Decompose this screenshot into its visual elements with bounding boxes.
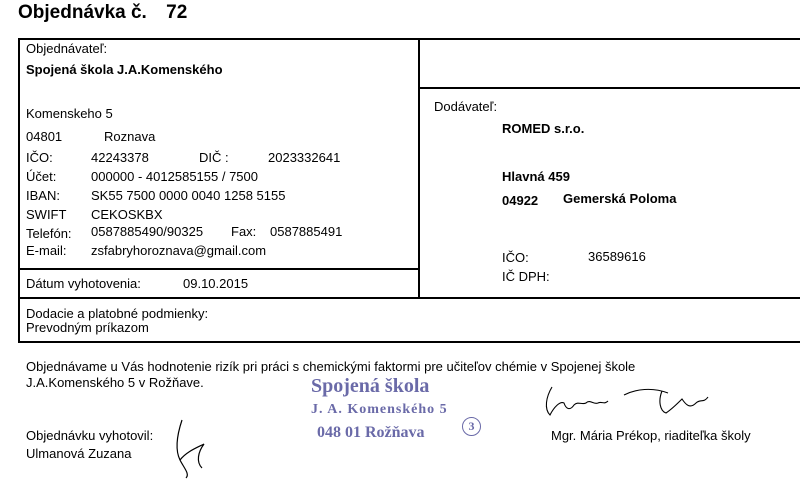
supplier-label: Dodávateľ: bbox=[434, 99, 498, 114]
supplier-ico-label: IČO: bbox=[502, 250, 529, 265]
buyer-ico-label: IČO: bbox=[26, 150, 53, 165]
title-text: Objednávka č. bbox=[18, 2, 147, 23]
buyer-dic: 2023332641 bbox=[268, 150, 341, 165]
date-value: 09.10.2015 bbox=[183, 276, 249, 291]
order-text-line2: J.A.Komenského 5 v Rožňave. bbox=[26, 375, 204, 390]
stamp-line2: J. A. Komenského 5 bbox=[311, 402, 448, 417]
terms-value: Prevodným príkazom bbox=[26, 320, 149, 335]
buyer-account-label: Účet: bbox=[26, 169, 57, 184]
buyer-iban-label: IBAN: bbox=[26, 188, 60, 203]
buyer-dic-label: DIČ : bbox=[199, 150, 229, 165]
frame-top-line bbox=[18, 38, 800, 40]
stamp-line3: 048 01 Rožňava bbox=[317, 424, 425, 441]
supplier-street: Hlavná 459 bbox=[502, 169, 570, 184]
director-name: Mgr. Mária Prékop, riaditeľka školy bbox=[551, 428, 751, 443]
issuer-signature-icon bbox=[168, 418, 218, 479]
buyer-ico: 42243378 bbox=[91, 150, 149, 165]
buyer-name: Spojená škola J.A.Komenského bbox=[26, 62, 223, 77]
frame-middle-line bbox=[418, 38, 420, 299]
buyer-street: Komenskeho 5 bbox=[26, 106, 113, 121]
terms-top-line bbox=[18, 297, 800, 299]
buyer-zip: 04801 bbox=[26, 129, 63, 144]
supplier-name: ROMED s.r.o. bbox=[502, 121, 585, 136]
stamp-number: 3 bbox=[462, 417, 481, 436]
director-signature-icon bbox=[540, 383, 710, 423]
buyer-swift-label: SWIFT bbox=[26, 207, 67, 222]
terms-label: Dodacie a platobné podmienky: bbox=[26, 306, 209, 321]
buyer-email: zsfabryhoroznava@gmail.com bbox=[91, 243, 267, 258]
issued-by-name: Ulmanová Zuzana bbox=[26, 446, 132, 461]
buyer-swift: CEKOSKBX bbox=[91, 207, 163, 222]
buyer-email-label: E-mail: bbox=[26, 243, 67, 258]
order-text-line1: Objednávame u Vás hodnotenie rizík pri práci s chemickými faktormi pre učiteľov chémie v Spojenej škole bbox=[26, 359, 636, 374]
buyer-fax: 0587885491 bbox=[270, 224, 343, 239]
supplier-ico: 36589616 bbox=[588, 249, 646, 264]
document-title bbox=[18, 2, 187, 24]
date-label: Dátum vyhotovenia: bbox=[26, 276, 141, 291]
buyer-account: 000000 - 4012585155 / 7500 bbox=[91, 169, 258, 184]
buyer-fax-label: Fax: bbox=[231, 224, 257, 239]
buyer-label: Objednávateľ: bbox=[26, 41, 108, 56]
stamp-line1: Spojená škola bbox=[311, 375, 430, 397]
supplier-top-line bbox=[418, 87, 800, 89]
date-top-line bbox=[18, 268, 418, 270]
order-number: 72 bbox=[166, 2, 188, 23]
supplier-zip: 04922 bbox=[502, 193, 539, 208]
supplier-city: Gemerská Poloma bbox=[563, 191, 677, 206]
buyer-phone: 0587885490/90325 bbox=[91, 224, 204, 239]
supplier-dph-label: IČ DPH: bbox=[502, 269, 550, 284]
terms-bottom-line bbox=[18, 341, 800, 343]
issued-by-label: Objednávku vyhotovil: bbox=[26, 428, 154, 443]
buyer-phone-label: Telefón: bbox=[26, 226, 72, 241]
buyer-iban: SK55 7500 0000 0040 1258 5155 bbox=[91, 188, 286, 203]
buyer-city: Roznava bbox=[104, 129, 156, 144]
